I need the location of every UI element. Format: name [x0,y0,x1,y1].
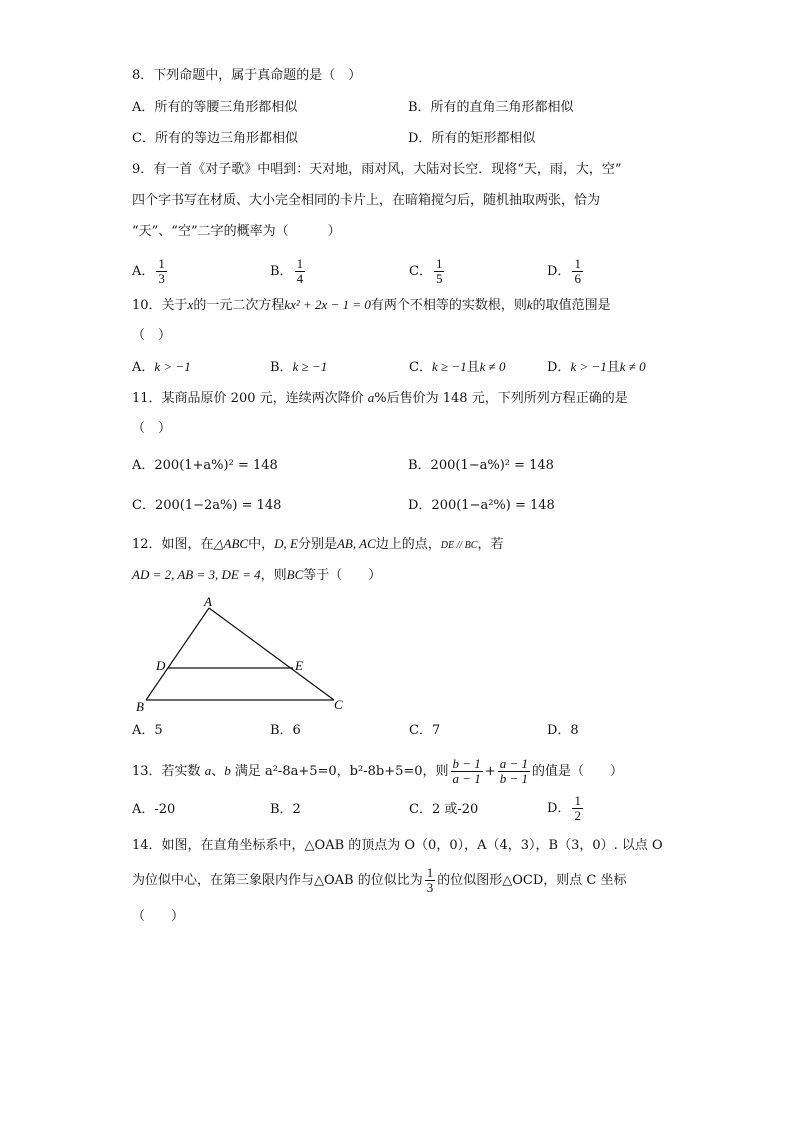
q8-option-d: D．所有的矩形都相似 [408,131,536,146]
fraction-1: $\frac{b - 1}{a - 1}$ [452,756,481,786]
q12-option-b: B．6 [270,723,301,738]
q13-option-c: C．2 或-20 [409,802,479,817]
fraction-2: $\frac{a - 1}{b - 1}$ [499,756,528,786]
q13-option-b: B．2 [270,802,301,817]
q10-option-a: A．k > −1 [132,359,191,375]
q10-option-b: B．k ≥ −1 [270,359,328,375]
q11-option-b: B．200(1−a%)² = 148 [408,458,554,473]
q13-option-d: D． $\frac{1}{2}$ [547,793,581,823]
q8-stem: 8．下列命题中，属于真命题的是（ ） [132,68,362,83]
q9-option-b: B． $\frac{1}{4}$ [270,256,304,286]
q14-paren: （ ） [132,909,185,924]
q8-option-c: C．所有的等边三角形都相似 [132,131,298,146]
q13-stem: 13．若实数 a、b 满足 a²-8a+5=0，b²-8b+5=0，则 $\frac{b - 1}{a - 1}$ + $\frac{a - 1}{b - 1}$ 的值是（ ） [132,756,624,786]
q8-option-a: A．所有的等腰三角形都相似 [132,100,298,115]
q11-stem: 11．某商品原价 200 元，连续两次降价 a%后售价为 148 元，下列所列方程正确的是 [132,390,628,406]
q12-stem: 12．如图，在△ABC中，D, E分别是AB, AC边上的点，DE // BC，若 [132,536,504,552]
q14-line-1: 14．如图，在直角坐标系中，△OAB 的顶点为 O（0，0），A（4，3），B（3，0）. 以点 O [132,838,663,853]
q9-line-2: 四个字书写在材质、大小完全相同的卡片上，在暗箱搅匀后，随机抽取两张，恰为 [132,193,601,208]
q8-option-b: B．所有的直角三角形都相似 [408,100,574,115]
q12-option-c: C．7 [409,723,441,738]
q9-option-a: A． $\frac{1}{3}$ [132,256,165,286]
q11-option-c: C．200(1−2a%) = 148 [132,498,282,513]
ratio-fraction: $\frac{1}{3}$ [426,865,434,895]
side-ab [146,608,209,700]
q9-option-d: D． $\frac{1}{6}$ [547,256,581,286]
fraction: $\frac{1}{2}$ [574,793,581,823]
q10-paren: （ ） [132,328,172,343]
label-a: A [204,594,212,609]
fraction: $\frac{1}{6}$ [574,256,581,286]
q14-line-2: 为位似中心，在第三象限内作与△OAB 的位似比为 $\frac{1}{3}$ 的位似图形△OCD，则点 C 坐标 [132,865,627,895]
q10-option-c: C．k ≥ −1且k ≠ 0 [409,359,506,375]
label-b: B [136,699,144,714]
q11-option-d: D．200(1−a²%) = 148 [408,498,555,513]
fraction: $\frac{1}{5}$ [435,256,443,286]
q10-option-d: D．k > −1且k ≠ 0 [547,359,646,375]
label-d: D [156,658,166,673]
q9-line-3: “天”、“空”二字的概率为（ ） [132,224,341,239]
q13-option-a: A．-20 [132,802,176,817]
label-e: E [295,658,303,673]
q11-paren: （ ） [132,421,172,436]
triangle-figure [132,592,352,716]
q12-option-d: D．8 [547,723,579,738]
q11-option-a: A．200(1+a%)² = 148 [132,458,278,473]
q10-stem: 10．关于x的一元二次方程kx² + 2x − 1 = 0有两个不相等的实数根，则k的取值范围是 [132,297,611,313]
q9-line-1: 9．有一首《对子歌》中唱到：天对地，雨对风，大陆对长空．现将“天，雨，大，空” [132,162,622,177]
side-ac [209,608,334,700]
q9-option-c: C． $\frac{1}{5}$ [409,256,443,286]
fraction: $\frac{1}{4}$ [296,256,304,286]
fraction: $\frac{1}{3}$ [158,256,165,286]
q12-option-a: A．5 [132,723,163,738]
label-c: C [334,697,343,712]
q12-condition: AD = 2, AB = 3, DE = 4，则BC等于（ ） [132,567,382,583]
